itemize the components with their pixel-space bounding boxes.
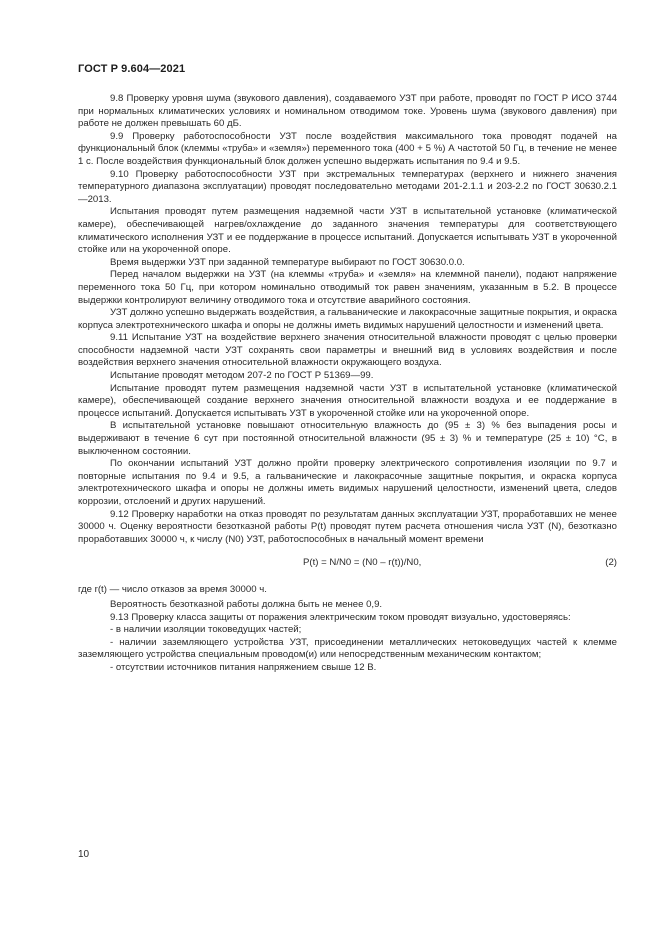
list-item-insulation: - в наличии изоляции токоведущих частей;: [110, 624, 302, 636]
paragraph-9-11: 9.11 Испытание УЗТ на воздействие верхнего значения относительной влажности проводят с целью проверки способности надземной части УЗТ сохранять свои параметры и внешний вид в условиях воздействия и после воздействия верхнего значения относительной влажности окружающего воздуха.: [78, 332, 617, 369]
formula-2: [78, 554, 617, 574]
paragraph-after-test: По окончании испытаний УЗТ должно пройти проверку электрического сопротивления изоляции по 9.7 и повторные испытания по 9.4 и 9.5, а гальванические и лакокрасочные защитные покрытия, и окраска корпуса электротехнического шкафа и опоры не должны иметь видимых нарушений целостности, изменений цвета, следов коррозии, отслоений и других нарушений.: [78, 458, 617, 507]
paragraph-9-12: 9.12 Проверку наработки на отказ проводят по результатам данных эксплуатации УЗТ, проработавших не менее 30000 ч. Оценку вероятности безотказной работы P(t) проводят путем расчета отношения числа УЗТ (N), безотказно проработавших 30000 ч, к числу (N0) УЗТ, работоспособных в начальный момент времени: [78, 508, 617, 545]
paragraph-voltage: Перед началом выдержки на УЗТ (на клеммы «труба» и «земля» на клеммной панели), подают напряжение переменного тока 50 Гц, при котором номинально отводимый ток равен значениям, указанным в 5.2. В процессе выдержки контролируют величину отводимого тока и отсутствие аварийного состояния.: [78, 269, 617, 306]
formula-number: (2): [605, 557, 617, 569]
paragraph-humidity-placement: Испытание проводят путем размещения надземной части УЗТ в испытательной установке (климатической камере), обеспечивающей создание верхнего значения относительной влажности воздуха и ее поддержание в процессе испытаний. Допускается испытывать УЗТ в укороченной стойке или на укороченной опоре.: [78, 382, 617, 419]
paragraph-method: Испытание проводят методом 207-2 по ГОСТ Р 51369—99.: [110, 370, 374, 382]
document-body: [78, 93, 617, 675]
paragraph-coatings: УЗТ должно успешно выдержать воздействия, а гальванические и лакокрасочные защитные покрытия, и окраска корпуса электротехнического шкафа и опоры не должны иметь видимых нарушений целостности и изменений цвета.: [78, 307, 617, 331]
paragraph-test-placement: Испытания проводят путем размещения надземной части УЗТ в испытательной установке (климатической камере), обеспечивающей нагрев/охлаждение до заданного значения температуры для соответствующего климатического исполнения УЗТ и ее поддержание в процессе испытаний. Допускается испытывать УЗТ в укороченной стойке или на укороченной опоре.: [78, 206, 617, 256]
paragraph-9-10: 9.10 Проверку работоспособности УЗТ при экстремальных температурах (верхнего и нижнего значения температурного диапазона эксплуатации) проводят последовательно методами 201-2.1.1 и 203-2.2 по ГОСТ 30630.2.1—2013.: [78, 168, 617, 205]
paragraph-hold-time: Время выдержки УЗТ при заданной температуре выбирают по ГОСТ 30630.0.0.: [110, 256, 465, 268]
paragraph-9-9: 9.9 Проверку работоспособности УЗТ после воздействия максимального тока проводят подачей на функциональный блок (клеммы «труба» и «земля») переменного тока (400 + 5 %) А частотой 50 Гц, в течение не менее 1 с. После воздействия функциональный блок должен успешно выдержать испытания по 9.4 и 9.5.: [78, 130, 617, 167]
list-item-power-sources: - отсутствии источников питания напряжением свыше 12 В.: [110, 661, 377, 673]
paragraph-probability: Вероятность безотказной работы должна быть не менее 0,9.: [110, 598, 383, 610]
list-item-grounding: - наличии заземляющего устройства УЗТ, присоединении металлических нетоковедущих частей к клемме заземляющего устройства специальным проводом(и) или непосредственным механическим контактом;: [78, 636, 617, 661]
paragraph-9-8: 9.8 Проверку уровня шума (звукового давления), создаваемого УЗТ при работе, проводят по ГОСТ Р ИСО 3744 при нормальных климатических условиях и номинальном отводимом токе. Уровень шума (звукового давления) при работе не должен превышать 60 дБ.: [78, 93, 617, 130]
formula-expression: P(t) = N/N0 = (N0 – r(t))/N0,: [303, 557, 422, 569]
page-number: 10: [78, 849, 90, 860]
paragraph-where: где r(t) — число отказов за время 30000 ч.: [78, 584, 267, 596]
document-header: ГОСТ Р 9.604—2021: [78, 63, 186, 75]
paragraph-9-13: 9.13 Проверку класса защиты от поражения электрическим током проводят визуально, удостоверяясь:: [110, 611, 571, 623]
paragraph-humidity-values: В испытательной установке повышают относительную влажность до (95 ± 3) % без выпадения росы и выдерживают в течение 6 сут при постоянной относительной влажности (95 ± 3) % и температуре (25 ± 10) °С, в выключенном состоянии.: [78, 420, 617, 457]
